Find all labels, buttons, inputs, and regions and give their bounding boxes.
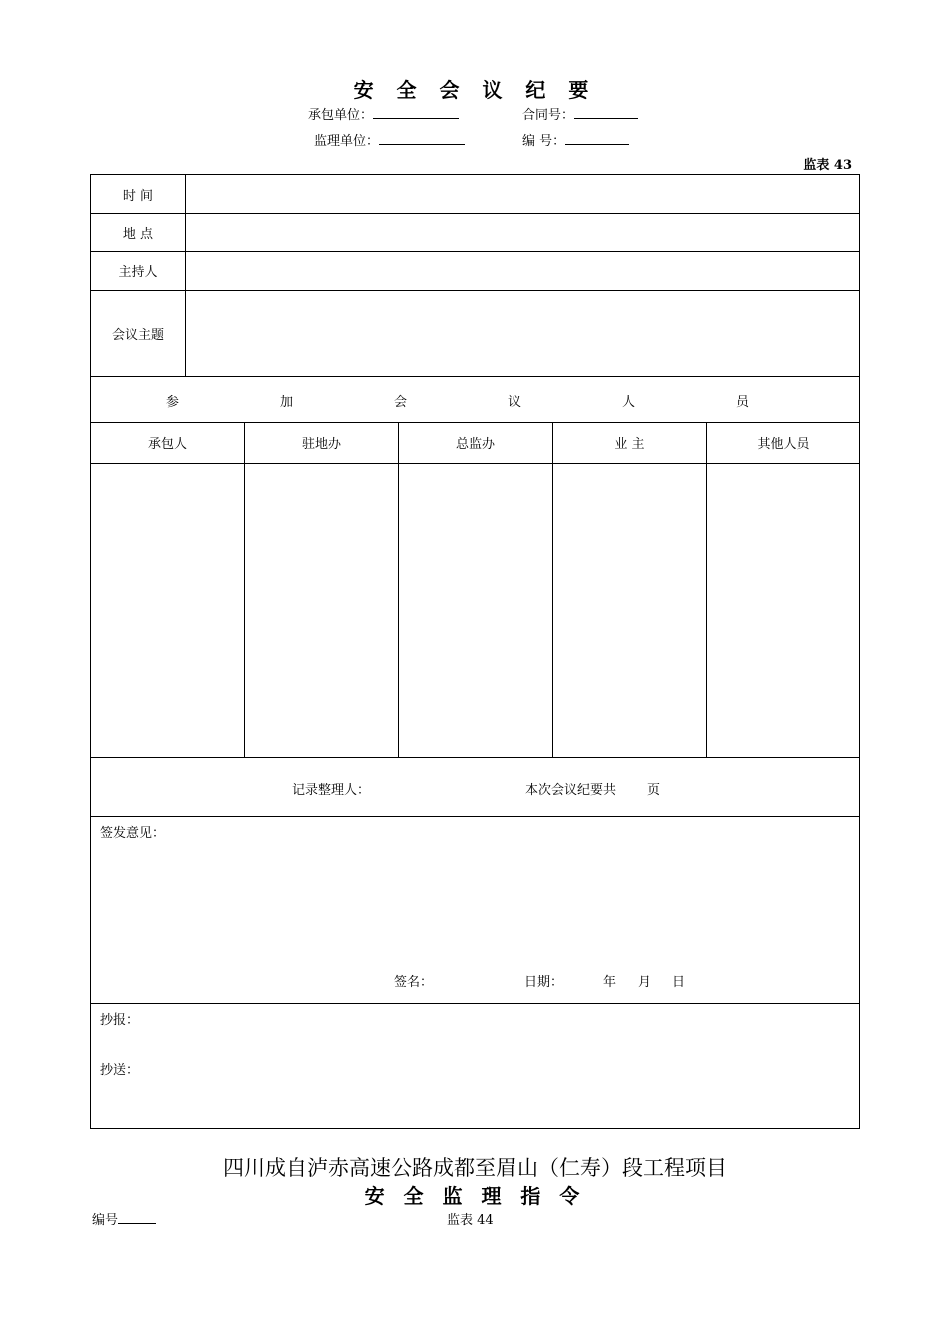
participants-char: 加 <box>280 394 294 410</box>
month-label: 月 <box>638 975 652 990</box>
serial-field <box>522 130 629 149</box>
row-divider <box>91 757 859 758</box>
owner-attendees-area[interactable] <box>553 464 706 757</box>
next-serial-field <box>92 1209 156 1228</box>
participants-char: 议 <box>508 394 522 410</box>
contractor-attendees-area[interactable] <box>91 464 244 757</box>
contractor-field <box>308 104 459 123</box>
pages-unit: 页 <box>647 783 661 798</box>
contractor-blank[interactable] <box>373 106 459 119</box>
others-attendees-area[interactable] <box>707 464 860 757</box>
supervisor-blank[interactable] <box>379 132 465 145</box>
topic-input[interactable] <box>186 290 859 376</box>
participants-char: 员 <box>736 394 750 410</box>
next-form-title: 安 全 监 理 指 令 <box>364 1184 586 1208</box>
cc-report-label: 抄报： <box>100 1013 140 1028</box>
resident-office-attendees-area[interactable] <box>245 464 398 757</box>
next-form-number: 监表 44 <box>447 1213 494 1228</box>
form-number: 监表 43 <box>803 158 852 173</box>
place-input[interactable] <box>186 213 859 251</box>
signature-label: 签名： <box>394 975 434 990</box>
column-header-others: 其他人员 <box>757 437 810 452</box>
project-name: 四川成自泸赤高速公路成都至眉山（仁寿）段工程项目 <box>223 1156 727 1180</box>
date-label: 日期： <box>524 975 564 990</box>
contract-no-blank[interactable] <box>574 106 638 119</box>
document-title: 安 全 会 议 纪 要 <box>353 78 597 102</box>
row-divider <box>91 1003 859 1004</box>
meeting-minutes-form <box>90 174 860 1129</box>
participants-header <box>91 377 859 423</box>
place-label: 地 点 <box>122 226 154 242</box>
host-input[interactable] <box>186 251 859 290</box>
column-header-contractor: 承包人 <box>147 437 187 452</box>
cc-send-label: 抄送： <box>100 1063 140 1078</box>
pages-label: 本次会议纪要共 <box>525 783 617 798</box>
contract-no-field <box>522 104 638 123</box>
participants-char: 参 <box>166 394 180 410</box>
column-header-chief-office: 总监办 <box>455 437 495 452</box>
day-label: 日 <box>672 975 686 990</box>
serial-blank[interactable] <box>565 132 629 145</box>
year-label: 年 <box>603 975 617 990</box>
contractor-label: 承包单位： <box>308 108 374 123</box>
topic-label: 会议主题 <box>111 327 164 343</box>
supervisor-label: 监理单位： <box>314 134 380 149</box>
time-input[interactable] <box>186 175 859 213</box>
chief-office-attendees-area[interactable] <box>399 464 552 757</box>
serial-label: 编 号： <box>522 134 566 149</box>
column-header-resident-office: 驻地办 <box>301 437 341 452</box>
recorder-label: 记录整理人： <box>292 783 371 798</box>
next-serial-blank[interactable] <box>118 1211 156 1224</box>
supervisor-field <box>314 130 465 149</box>
time-label: 时 间 <box>122 188 154 204</box>
column-header-owner: 业 主 <box>614 437 645 452</box>
next-serial-label: 编号 <box>92 1213 119 1228</box>
participants-char: 会 <box>394 394 408 410</box>
participants-char: 人 <box>622 394 636 410</box>
host-label: 主持人 <box>118 265 158 280</box>
contract-no-label: 合同号： <box>522 108 575 123</box>
opinion-label: 签发意见： <box>100 826 166 841</box>
row-divider <box>91 816 859 817</box>
